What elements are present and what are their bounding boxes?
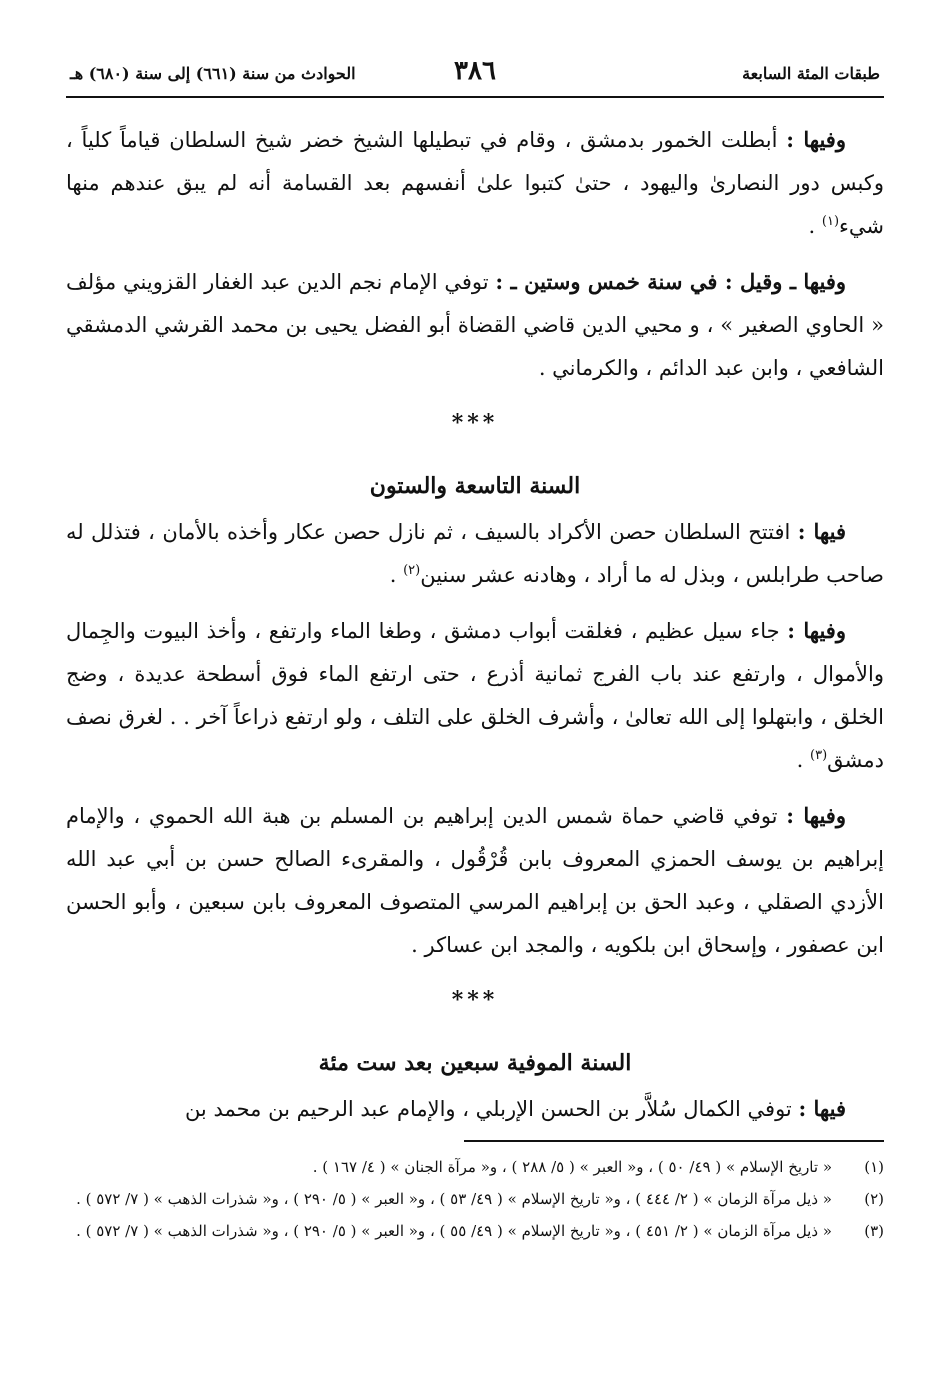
paragraph-text: توفي الإمام نجم الدين عبد الغفار القزويني مؤلف « الحاوي الصغير » ، و محيي الدين قاضي القضاة أبو الفضل يحيى بن محمد القرشي الدمشقي الشافعي ، وابن عبد الدائم ، والكرماني .: [66, 270, 884, 380]
paragraph-2: [66, 260, 884, 390]
section-heading: السنة الموفية سبعين بعد ست مئة: [318, 1050, 632, 1076]
section-separator: ***: [451, 410, 499, 436]
year-range-title: الحوادث من سنة (٦٦١) إلى سنة (٦٨٠) هـ: [70, 64, 356, 83]
footnote-number: (١): [864, 1158, 884, 1176]
paragraph-keyword: فيها :: [798, 1096, 846, 1121]
paragraph-end: .: [389, 563, 404, 587]
footnote-reference[interactable]: (١): [821, 214, 840, 229]
paragraph-keyword: وفيها :: [786, 803, 846, 828]
footnote-text: « ذيل مرآة الزمان » ( ٢/ ٤٥١ ) ، و« تاريخ الإسلام » ( ٤٩/ ٥٥ ) ، و« العبر » ( ٥/ ٢٩٠ ) ، و« شذرات الذهب » ( ٧/ ٥٧٢ ) .: [76, 1222, 832, 1240]
paragraph-end: .: [808, 214, 822, 238]
paragraph-end: .: [796, 748, 810, 772]
footnote-number: (٣): [864, 1222, 884, 1240]
paragraph-4: [66, 609, 884, 782]
footnote-number: (٢): [864, 1190, 884, 1208]
page-number: ٣٨٦: [454, 56, 496, 86]
paragraph-5: [66, 794, 884, 967]
paragraph-1: [66, 118, 884, 248]
paragraph-text: أبطلت الخمور بدمشق ، وقام في تبطيلها الشيخ خضر شيخ السلطان قياماً كلياً ، وكبس دور النصارىٰ واليهود ، حتىٰ كتبوا علىٰ أنفسهم بعد القسامة أنه لم يبق عندهم منها شيء: [66, 128, 884, 238]
paragraph-keyword: وفيها ـ وقيل : في سنة خمس وستين ـ :: [495, 269, 846, 294]
footnote-divider: [464, 1140, 884, 1142]
paragraph-6: [66, 1087, 884, 1131]
paragraph-text: توفي الكمال سُلاَّر بن الحسن الإربلي ، والإمام عبد الرحيم بن محمد بن: [184, 1097, 792, 1121]
paragraph-3: [66, 510, 884, 597]
paragraph-keyword: وفيها :: [787, 618, 846, 643]
footnotes: [66, 1152, 884, 1248]
footnote-item: [66, 1152, 884, 1182]
footnote-reference[interactable]: (٢): [403, 563, 421, 578]
paragraph-text: جاء سيل عظيم ، فغلقت أبواب دمشق ، وطغا الماء وارتفع ، وأخذ البيوت والجِمال والأموال ، وارتفع عند باب الفرج ثمانية أذرع ، حتى ارتفع الماء فوق أسطحة عديدة ، وضج الخلق ، وابتهلوا إلى الله تعالىٰ ، وأشرف الخلق على التلف ، ولو ارتفع ذراعاً آخر . . لغرق نصف دمشق: [66, 619, 884, 772]
paragraph-keyword: فيها :: [797, 519, 846, 544]
running-header: [66, 56, 884, 98]
main-text: [66, 118, 884, 1143]
paragraph-text: افتتح السلطان حصن الأكراد بالسيف ، ثم نازل حصن عكار وأخذه بالأمان ، فتذلل له صاحب طرابلس ، وبذل له ما أراد ، وهادنه عشر سنين: [66, 520, 884, 587]
paragraph-keyword: وفيها :: [786, 127, 846, 152]
footnote-reference[interactable]: (٣): [810, 748, 828, 763]
footnote-item: [66, 1216, 884, 1246]
footnote-text: « ذيل مرآة الزمان » ( ٢/ ٤٤٤ ) ، و« تاريخ الإسلام » ( ٤٩/ ٥٣ ) ، و« العبر » ( ٥/ ٢٩٠ ) ، و« شذرات الذهب » ( ٧/ ٥٧٢ ) .: [76, 1190, 832, 1208]
footnote-item: [66, 1184, 884, 1214]
section-separator: ***: [451, 987, 499, 1013]
section-heading: السنة التاسعة والستون: [369, 473, 581, 499]
book-title: طبقات المئة السابعة: [742, 64, 880, 83]
paragraph-text: توفي قاضي حماة شمس الدين إبراهيم بن المسلم بن هبة الله الحموي ، والإمام إبراهيم بن يوسف الحمزي المعروف بابن قُرْقُول ، والمقرىء الصالح حسن بن أبي عبد الله الأزدي الصقلي ، وعبد الحق بن إبراهيم المرسي المتصوف المعروف بابن سبعين ، وأبو الحسن ابن عصفور ، وإسحاق ابن بلكويه ، والمجد ابن عساكر .: [66, 804, 884, 957]
footnote-text: « تاريخ الإسلام » ( ٤٩/ ٥٠ ) ، و« العبر » ( ٥/ ٢٨٨ ) ، و« مرآة الجنان » ( ٤/ ١٦٧ ) .: [312, 1158, 832, 1176]
